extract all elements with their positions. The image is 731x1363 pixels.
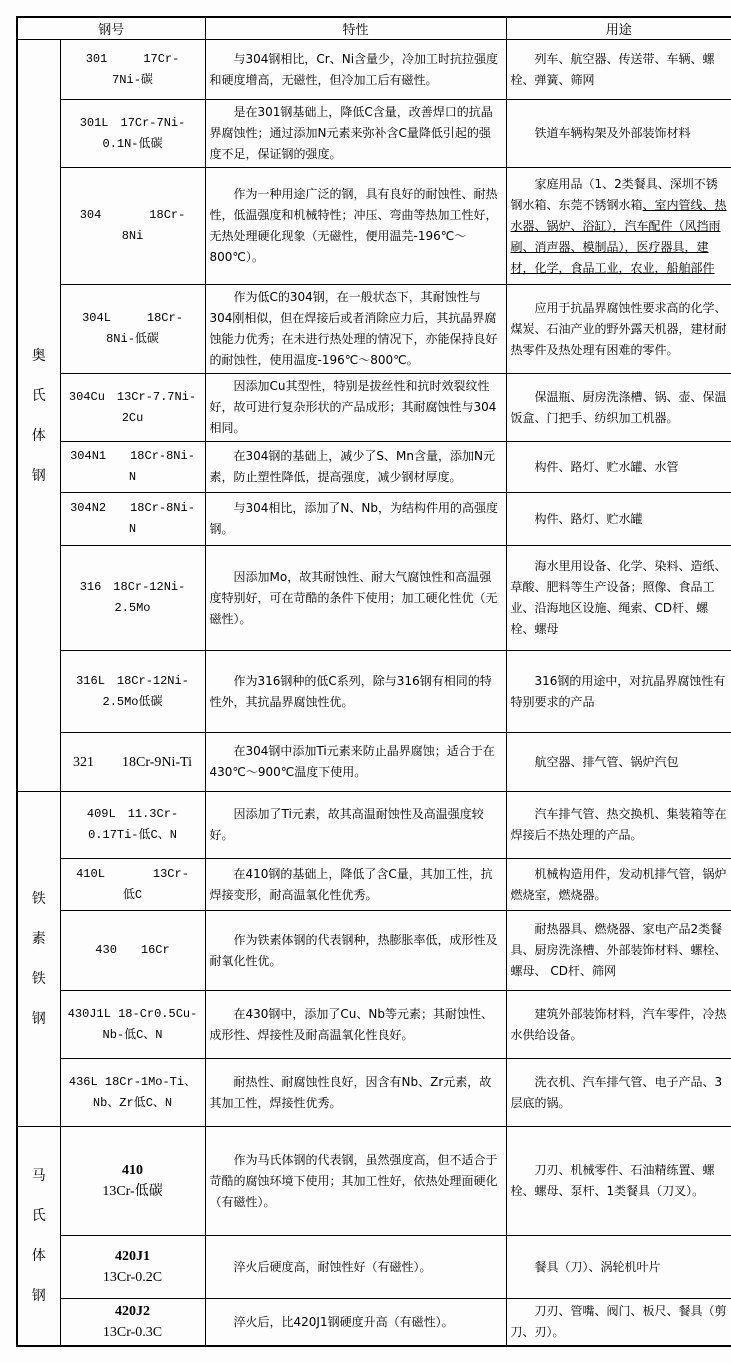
traits-text: 在304钢中添加Ti元素来防止晶界腐蚀；适合于在430℃～900℃温度下使用。	[209, 744, 495, 779]
grade-line2: 13Cr-低碳	[102, 1184, 163, 1199]
table-row	[17, 100, 731, 168]
uses-text: 316钢的用途中，对抗晶界腐蚀性有特别要求的产品	[510, 673, 726, 709]
steel-grade-cell	[60, 911, 205, 991]
uses-cell	[506, 1059, 731, 1127]
traits-cell	[205, 1127, 506, 1236]
traits-text: 因添加Mo，故其耐蚀性、耐大气腐蚀性和高温强度特别好，可在苛酷的条件下使用；加工硬化性优（无磁性）。	[209, 569, 498, 626]
traits-text: 作为铁素体钢的代表钢种，热膨胀率低，成形性及耐氧化性优。	[209, 932, 498, 968]
traits-cell	[205, 1236, 506, 1299]
uses-text: 汽车排气管、热交换机、集装箱等在焊接后不热处理的产品。	[510, 807, 727, 842]
uses-cell	[506, 442, 731, 493]
group-label-text: 马氏体钢	[31, 1168, 46, 1304]
steel-grade-cell	[60, 733, 205, 792]
traits-cell	[205, 285, 506, 374]
uses-text: 航空器、排气管、锅炉汽包	[534, 754, 679, 769]
uses-text	[511, 174, 728, 279]
traits-text: 在410钢的基础上，降低了含C量，其加工性，抗焊接变形，耐高温氧化性优秀。	[209, 866, 493, 902]
grade-line2: 2.5Mo	[114, 601, 151, 615]
header-row	[17, 17, 731, 40]
steel-grade-cell	[60, 285, 205, 374]
grade-line2: 7Ni-碳	[112, 72, 153, 87]
grade-line2: 8Ni	[121, 229, 144, 243]
table-row	[17, 859, 731, 911]
uses-text: 机械构造用件，发动机排气管，锅炉燃烧室，燃烧器。	[510, 866, 727, 902]
header-traits: 特性	[205, 17, 506, 40]
header-steel-grade: 钢号	[17, 17, 205, 40]
grade-line1: 304N2 18Cr-8Ni-	[70, 501, 195, 515]
traits-text: 作为马氏体钢的代表钢，虽然强度高，但不适合于苛酷的腐蚀环境下使用；其加工性好，依热处理面硬化（有磁性）。	[209, 1152, 498, 1209]
traits-cell	[205, 911, 506, 991]
uses-text: 构件、路灯、贮水罐	[534, 511, 643, 526]
uses-cell	[506, 546, 731, 651]
uses-cell	[506, 100, 731, 168]
traits-cell	[205, 991, 506, 1059]
steel-grade-cell	[60, 651, 205, 733]
group-label-ferritic	[17, 792, 60, 1127]
traits-text: 淬火后，比420J1钢硬度升高（有磁性）。	[233, 1314, 454, 1329]
traits-text: 因添加Cu其型性，特别是拔丝性和抗时效裂纹性好，故可进行复杂形状的产品成形；其耐腐蚀性与304相同。	[209, 379, 497, 435]
traits-cell	[205, 859, 506, 911]
grade-line2: 0.1N-低碳	[102, 136, 163, 151]
uses-text: 建筑外部装饰材料，汽车零件，冷热水供给设备。	[510, 1006, 727, 1042]
uses-cell	[506, 991, 731, 1059]
group-label-text: 铁素铁钢	[31, 891, 46, 1027]
uses-text: 刀刃、机械零件、石油精练置、螺栓、螺母、泵杆、1类餐具（刀叉）。	[510, 1163, 715, 1198]
grade-line1: 430 16Cr	[95, 943, 170, 957]
uses-text: 耐热器具、燃烧器、家电产品2类餐具、厨房洗涤槽、外部装饰材料、螺栓、螺母、 CD杆、筛网	[510, 922, 727, 978]
group-label-martensitic	[17, 1127, 60, 1347]
grade-line1: 316L 18Cr-12Ni-	[76, 673, 189, 688]
uses-text: 构件、路灯、贮水罐、水管	[534, 459, 679, 474]
uses-cell	[506, 733, 731, 792]
uses-cell	[506, 168, 731, 285]
table-row	[17, 546, 731, 651]
steel-grade-cell	[60, 493, 205, 546]
uses-text: 洗衣机、汽车排气管、电子产品、3层底的锅。	[510, 1074, 723, 1110]
steel-grades-table	[16, 16, 731, 1347]
table-row	[17, 442, 731, 493]
grade-line2: 13Cr-0.3C	[102, 1325, 163, 1340]
traits-cell	[205, 442, 506, 493]
steel-grade-cell	[60, 546, 205, 651]
traits-cell	[205, 1299, 506, 1347]
steel-grade-cell	[60, 792, 205, 859]
uses-cell	[506, 285, 731, 374]
grade-line1: 304 18Cr-	[79, 208, 186, 222]
grade-line1: 304Cu 13Cr-7.7Ni-	[68, 389, 197, 404]
traits-text: 作为一种用途广泛的钢，具有良好的耐蚀性、耐热性，低温强度和机械特性；冲压、弯曲等热加工性好，无热处理硬化现象（无磁性，便用温芫-196℃～800℃）。	[209, 187, 498, 264]
steel-grade-cell	[60, 1236, 205, 1299]
traits-cell	[205, 493, 506, 546]
grade-line2: N	[128, 470, 137, 484]
grade-line1: 301 17Cr-	[85, 51, 180, 66]
grade-line1: 410L 13Cr-	[76, 866, 189, 881]
traits-text: 因添加了Ti元素，故其高温耐蚀性及高温强度较好。	[209, 807, 484, 842]
table-row	[17, 733, 731, 792]
steel-grade-cell	[60, 374, 205, 442]
table-row	[17, 651, 731, 733]
steel-grade-cell	[60, 1059, 205, 1127]
grade-line2: N	[128, 522, 137, 536]
table-row	[17, 1299, 731, 1347]
grade-line1: 430J1L 18-Cr0.5Cu-	[67, 1006, 198, 1021]
uses-cell	[506, 1299, 731, 1347]
table-row	[17, 1059, 731, 1127]
uses-text: 列车、航空器、传送带、车辆、螺栓、弹簧、筛网	[510, 51, 715, 87]
traits-cell	[205, 168, 506, 285]
grade-line2: 13Cr-0.2C	[102, 1270, 163, 1285]
uses-text: 刀刃、管嘴、阀门、板尺、餐具（剪刀、刃）。	[510, 1304, 727, 1339]
group-label-text: 奥氏体钢	[31, 347, 46, 484]
uses-text: 餐具（刀）、涡轮机叶片	[534, 1259, 661, 1274]
traits-cell	[205, 1059, 506, 1127]
grade-line2: 8Ni-低碳	[106, 332, 159, 346]
traits-cell	[205, 40, 506, 100]
traits-cell	[205, 374, 506, 442]
traits-text: 是在301钢基础上，降低C含量，改善焊口的抗晶界腐蚀性；通过添加N元素来弥补含C量降低引起的强度不足，保证钢的强度。	[209, 105, 493, 161]
steel-grade-cell	[60, 1299, 205, 1347]
steel-grade-cell	[60, 40, 205, 100]
grade-line2: 2Cu	[121, 410, 144, 425]
group-label-austenitic	[17, 40, 60, 792]
traits-text: 在304钢的基础上，减少了S、Mn含量，添加N元素，防止塑性降低，提高强度，减少钢材厚度。	[209, 449, 495, 484]
header-uses: 用途	[506, 17, 731, 40]
grade-line2: Nb-低C、N	[102, 1027, 163, 1042]
grade-line2: 2.5Mo低碳	[102, 694, 163, 709]
grade-line1: 304N1 18Cr-8Ni-	[70, 449, 195, 463]
grade-line1: 316 18Cr-12Ni-	[79, 580, 186, 594]
uses-cell	[506, 493, 731, 546]
uses-text: 应用于抗晶界腐蚀性要求高的化学、煤炭、石油产业的野外露天机器，建材耐热零件及热处理有困难的零件。	[510, 300, 727, 357]
grade-line1: 420J2	[115, 1304, 150, 1319]
table-row	[17, 168, 731, 285]
traits-cell	[205, 651, 506, 733]
uses-text-underlined: 、室内管线、热水器、锅炉、浴缸），汽车配件（风挡雨刷、消声器、模制品），医疗器具，建材，化学，食品工业，农业，船舶部件	[510, 197, 727, 275]
table-row	[17, 374, 731, 442]
table-row	[17, 991, 731, 1059]
uses-cell	[506, 40, 731, 100]
grade-line1: 420J1	[115, 1249, 150, 1264]
traits-text: 耐热性、耐腐蚀性良好，因含有Nb、Zr元素，故其加工性，焊接性优秀。	[209, 1074, 492, 1110]
traits-text: 淬火后硬度高，耐蚀性好（有磁性）。	[233, 1259, 432, 1274]
uses-cell	[506, 792, 731, 859]
uses-text-normal: 家庭用品（1、2类餐具、深圳不锈钢水箱、东莞不锈钢水箱	[510, 176, 718, 212]
steel-grade-cell	[60, 991, 205, 1059]
grade-line2: 0.17Ti-低C、N	[88, 828, 177, 842]
table-row	[17, 40, 731, 100]
uses-cell	[506, 859, 731, 911]
grade-line2: 低C	[122, 887, 143, 902]
traits-text: 与304相比，添加了N、Nb，为结构件用的高强度钢。	[209, 501, 498, 536]
table-row	[17, 1236, 731, 1299]
uses-text: 铁道车辆构架及外部装饰材料	[534, 126, 691, 140]
table-row	[17, 493, 731, 546]
traits-text: 在430钢中，添加了Cu、Nb等元素；其耐蚀性、成形性、焊接性及耐高温氧化性良好。	[209, 1006, 493, 1042]
steel-grade-cell	[60, 100, 205, 168]
table-row	[17, 911, 731, 991]
traits-text: 与304钢相比，Cr、Ni含量少，冷加工时抗拉强度和硬度增高，无磁性，但冷加工后有磁性。	[209, 51, 499, 87]
uses-text: 海水里用设备、化学、染料、造纸、草酸、肥料等生产设备；照像、食品工业、沿海地区设施、绳索、CD杆、螺栓、螺母	[510, 559, 727, 636]
grade-line1: 321 18Cr-9Ni-Ti	[73, 754, 192, 770]
traits-cell	[205, 546, 506, 651]
traits-text: 作为316钢种的低C系列，除与316钢有相同的特性外，其抗晶界腐蚀性优。	[209, 673, 492, 709]
table-row	[17, 1127, 731, 1236]
grade-line2: Nb、Zr低C、N	[92, 1095, 173, 1110]
uses-cell	[506, 911, 731, 991]
steel-grade-cell	[60, 1127, 205, 1236]
grade-line1: 436L 18Cr-1Mo-Ti、	[68, 1074, 197, 1089]
grade-line1: 301L 17Cr-7Ni-	[79, 115, 186, 130]
traits-cell	[205, 733, 506, 792]
uses-cell	[506, 1236, 731, 1299]
steel-grade-cell	[60, 168, 205, 285]
grade-line1: 409L 11.3Cr-	[86, 807, 179, 821]
table-row	[17, 792, 731, 859]
grade-line1: 410	[122, 1163, 143, 1178]
traits-text: 作为低C的304钢，在一般状态下，其耐蚀性与304刚相似，但在焊接后或者消除应力后，其抗晶界腐蚀能力优秀；在未进行热处理的情况下，亦能保持良好的耐蚀性，使用温度-196℃～800℃。	[209, 290, 498, 367]
grade-line1: 304L 18Cr-	[82, 311, 183, 325]
uses-cell	[506, 1127, 731, 1236]
steel-grade-cell	[60, 859, 205, 911]
uses-cell	[506, 651, 731, 733]
table-row	[17, 285, 731, 374]
uses-cell	[506, 374, 731, 442]
traits-cell	[205, 792, 506, 859]
uses-text: 保温瓶、厨房洗涤槽、锅、壶、保温饭盒、门把手、纺织加工机器。	[510, 389, 727, 425]
traits-cell	[205, 100, 506, 168]
steel-grade-cell	[60, 442, 205, 493]
